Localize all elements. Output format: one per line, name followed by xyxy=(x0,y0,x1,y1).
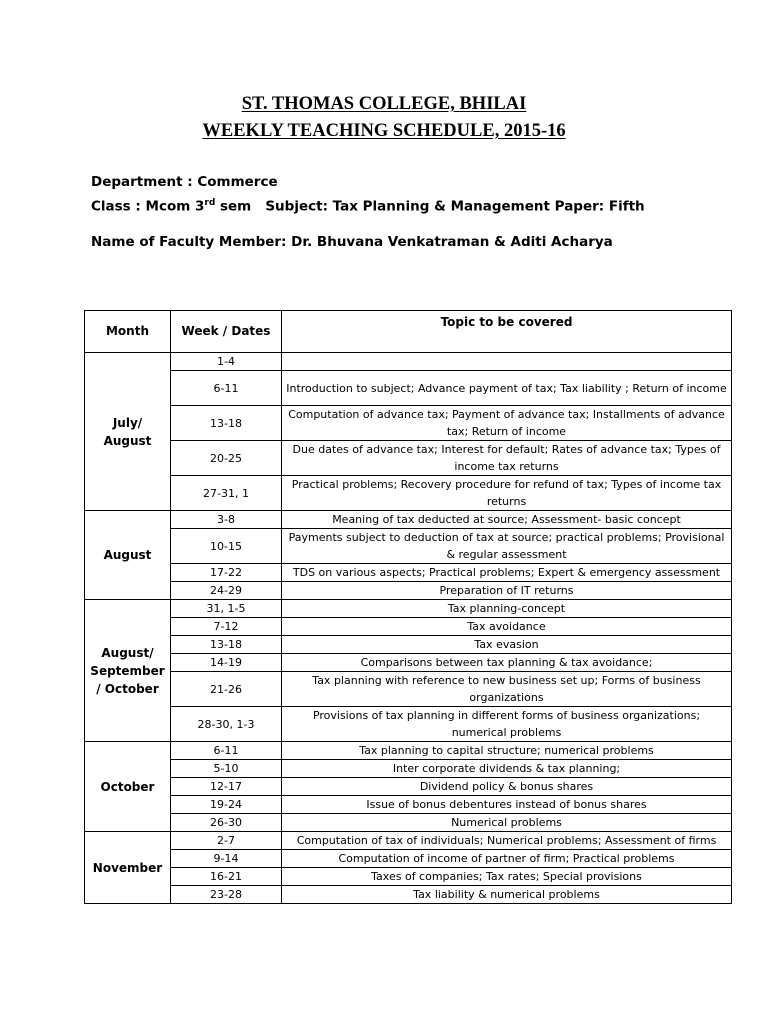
week-cell: 14-19 xyxy=(171,654,282,672)
week-cell: 12-17 xyxy=(171,778,282,796)
topic-cell xyxy=(282,353,732,371)
table-row xyxy=(85,600,732,618)
topic-cell: Tax evasion xyxy=(282,636,732,654)
class-ordinal-suffix: rd xyxy=(204,198,216,208)
schedule-title: WEEKLY TEACHING SCHEDULE, 2015-16 xyxy=(202,121,566,141)
topic-cell: Computation of advance tax; Payment of advance tax; Installments of advance tax; Return of income xyxy=(282,406,732,441)
week-cell: 17-22 xyxy=(171,564,282,582)
week-cell: 3-8 xyxy=(171,511,282,529)
week-cell: 7-12 xyxy=(171,618,282,636)
topic-cell: Computation of tax of individuals; Numerical problems; Assessment of firms xyxy=(282,832,732,850)
table-row xyxy=(85,760,732,778)
table-row xyxy=(85,868,732,886)
topic-header: Topic to be covered xyxy=(282,311,732,353)
week-header: Week / Dates xyxy=(171,311,282,353)
header-row xyxy=(85,311,732,353)
week-cell: 23-28 xyxy=(171,886,282,904)
table-row xyxy=(85,850,732,868)
week-cell: 26-30 xyxy=(171,814,282,832)
topic-cell: Issue of bonus debentures instead of bonus shares xyxy=(282,796,732,814)
month-cell: August xyxy=(85,511,171,600)
month-cell: July/ August xyxy=(85,353,171,511)
week-cell: 13-18 xyxy=(171,406,282,441)
table-row xyxy=(85,636,732,654)
week-cell: 27-31, 1 xyxy=(171,476,282,511)
topic-cell: Tax planning-concept xyxy=(282,600,732,618)
topic-cell: Tax liability & numerical problems xyxy=(282,886,732,904)
week-cell: 2-7 xyxy=(171,832,282,850)
topic-cell: Inter corporate dividends & tax planning; xyxy=(282,760,732,778)
table-row xyxy=(85,672,732,707)
topic-cell: Due dates of advance tax; Interest for default; Rates of advance tax; Types of income tax returns xyxy=(282,441,732,476)
table-row xyxy=(85,529,732,564)
week-cell: 19-24 xyxy=(171,796,282,814)
table-row xyxy=(85,796,732,814)
month-header: Month xyxy=(85,311,171,353)
table-row xyxy=(85,511,732,529)
table-row xyxy=(85,564,732,582)
topic-cell: Tax planning to capital structure; numerical problems xyxy=(282,742,732,760)
table-row xyxy=(85,654,732,672)
week-cell: 6-11 xyxy=(171,742,282,760)
faculty-line: Name of Faculty Member: Dr. Bhuvana Venkatraman & Aditi Acharya xyxy=(91,234,613,250)
week-cell: 10-15 xyxy=(171,529,282,564)
table-row xyxy=(85,886,732,904)
month-cell: October xyxy=(85,742,171,832)
week-cell: 20-25 xyxy=(171,441,282,476)
topic-cell: Dividend policy & bonus shares xyxy=(282,778,732,796)
class-subject-line xyxy=(91,198,645,215)
topic-cell: TDS on various aspects; Practical problems; Expert & emergency assessment xyxy=(282,564,732,582)
week-cell: 6-11 xyxy=(171,371,282,406)
week-cell: 1-4 xyxy=(171,353,282,371)
topic-cell: Meaning of tax deducted at source; Assessment- basic concept xyxy=(282,511,732,529)
week-cell: 9-14 xyxy=(171,850,282,868)
schedule-body xyxy=(85,353,732,904)
topic-cell: Numerical problems xyxy=(282,814,732,832)
topic-cell: Tax avoidance xyxy=(282,618,732,636)
college-name: ST. THOMAS COLLEGE, BHILAI xyxy=(241,94,527,114)
topic-cell: Comparisons between tax planning & tax avoidance; xyxy=(282,654,732,672)
week-cell: 31, 1-5 xyxy=(171,600,282,618)
class-prefix: Class : Mcom 3 xyxy=(91,198,205,215)
topic-cell: Introduction to subject; Advance payment of tax; Tax liability ; Return of income xyxy=(282,371,732,406)
month-cell: August/ September / October xyxy=(85,600,171,742)
table-row xyxy=(85,441,732,476)
table-row xyxy=(85,814,732,832)
topic-cell: Tax planning with reference to new business set up; Forms of business organizations xyxy=(282,672,732,707)
table-row xyxy=(85,476,732,511)
week-cell: 21-26 xyxy=(171,672,282,707)
topic-cell: Practical problems; Recovery procedure for refund of tax; Types of income tax returns xyxy=(282,476,732,511)
topic-cell: Taxes of companies; Tax rates; Special provisions xyxy=(282,868,732,886)
class-subject-text: sem Subject: Tax Planning & Management Paper: Fifth xyxy=(215,198,645,215)
topic-cell: Preparation of IT returns xyxy=(282,582,732,600)
table-row xyxy=(85,618,732,636)
table-row xyxy=(85,778,732,796)
schedule-table xyxy=(84,310,732,904)
week-cell: 16-21 xyxy=(171,868,282,886)
topic-cell: Provisions of tax planning in different forms of business organizations; numerical problems xyxy=(282,707,732,742)
month-cell: November xyxy=(85,832,171,904)
table-row xyxy=(85,353,732,371)
table-row xyxy=(85,406,732,441)
week-cell: 13-18 xyxy=(171,636,282,654)
table-row xyxy=(85,742,732,760)
department-line: Department : Commerce xyxy=(91,174,278,190)
table-row xyxy=(85,832,732,850)
topic-cell: Computation of income of partner of firm; Practical problems xyxy=(282,850,732,868)
week-cell: 5-10 xyxy=(171,760,282,778)
week-cell: 28-30, 1-3 xyxy=(171,707,282,742)
table-row xyxy=(85,707,732,742)
week-cell: 24-29 xyxy=(171,582,282,600)
table-row xyxy=(85,371,732,406)
table-row xyxy=(85,582,732,600)
topic-cell: Payments subject to deduction of tax at source; practical problems; Provisional & regular assessment xyxy=(282,529,732,564)
